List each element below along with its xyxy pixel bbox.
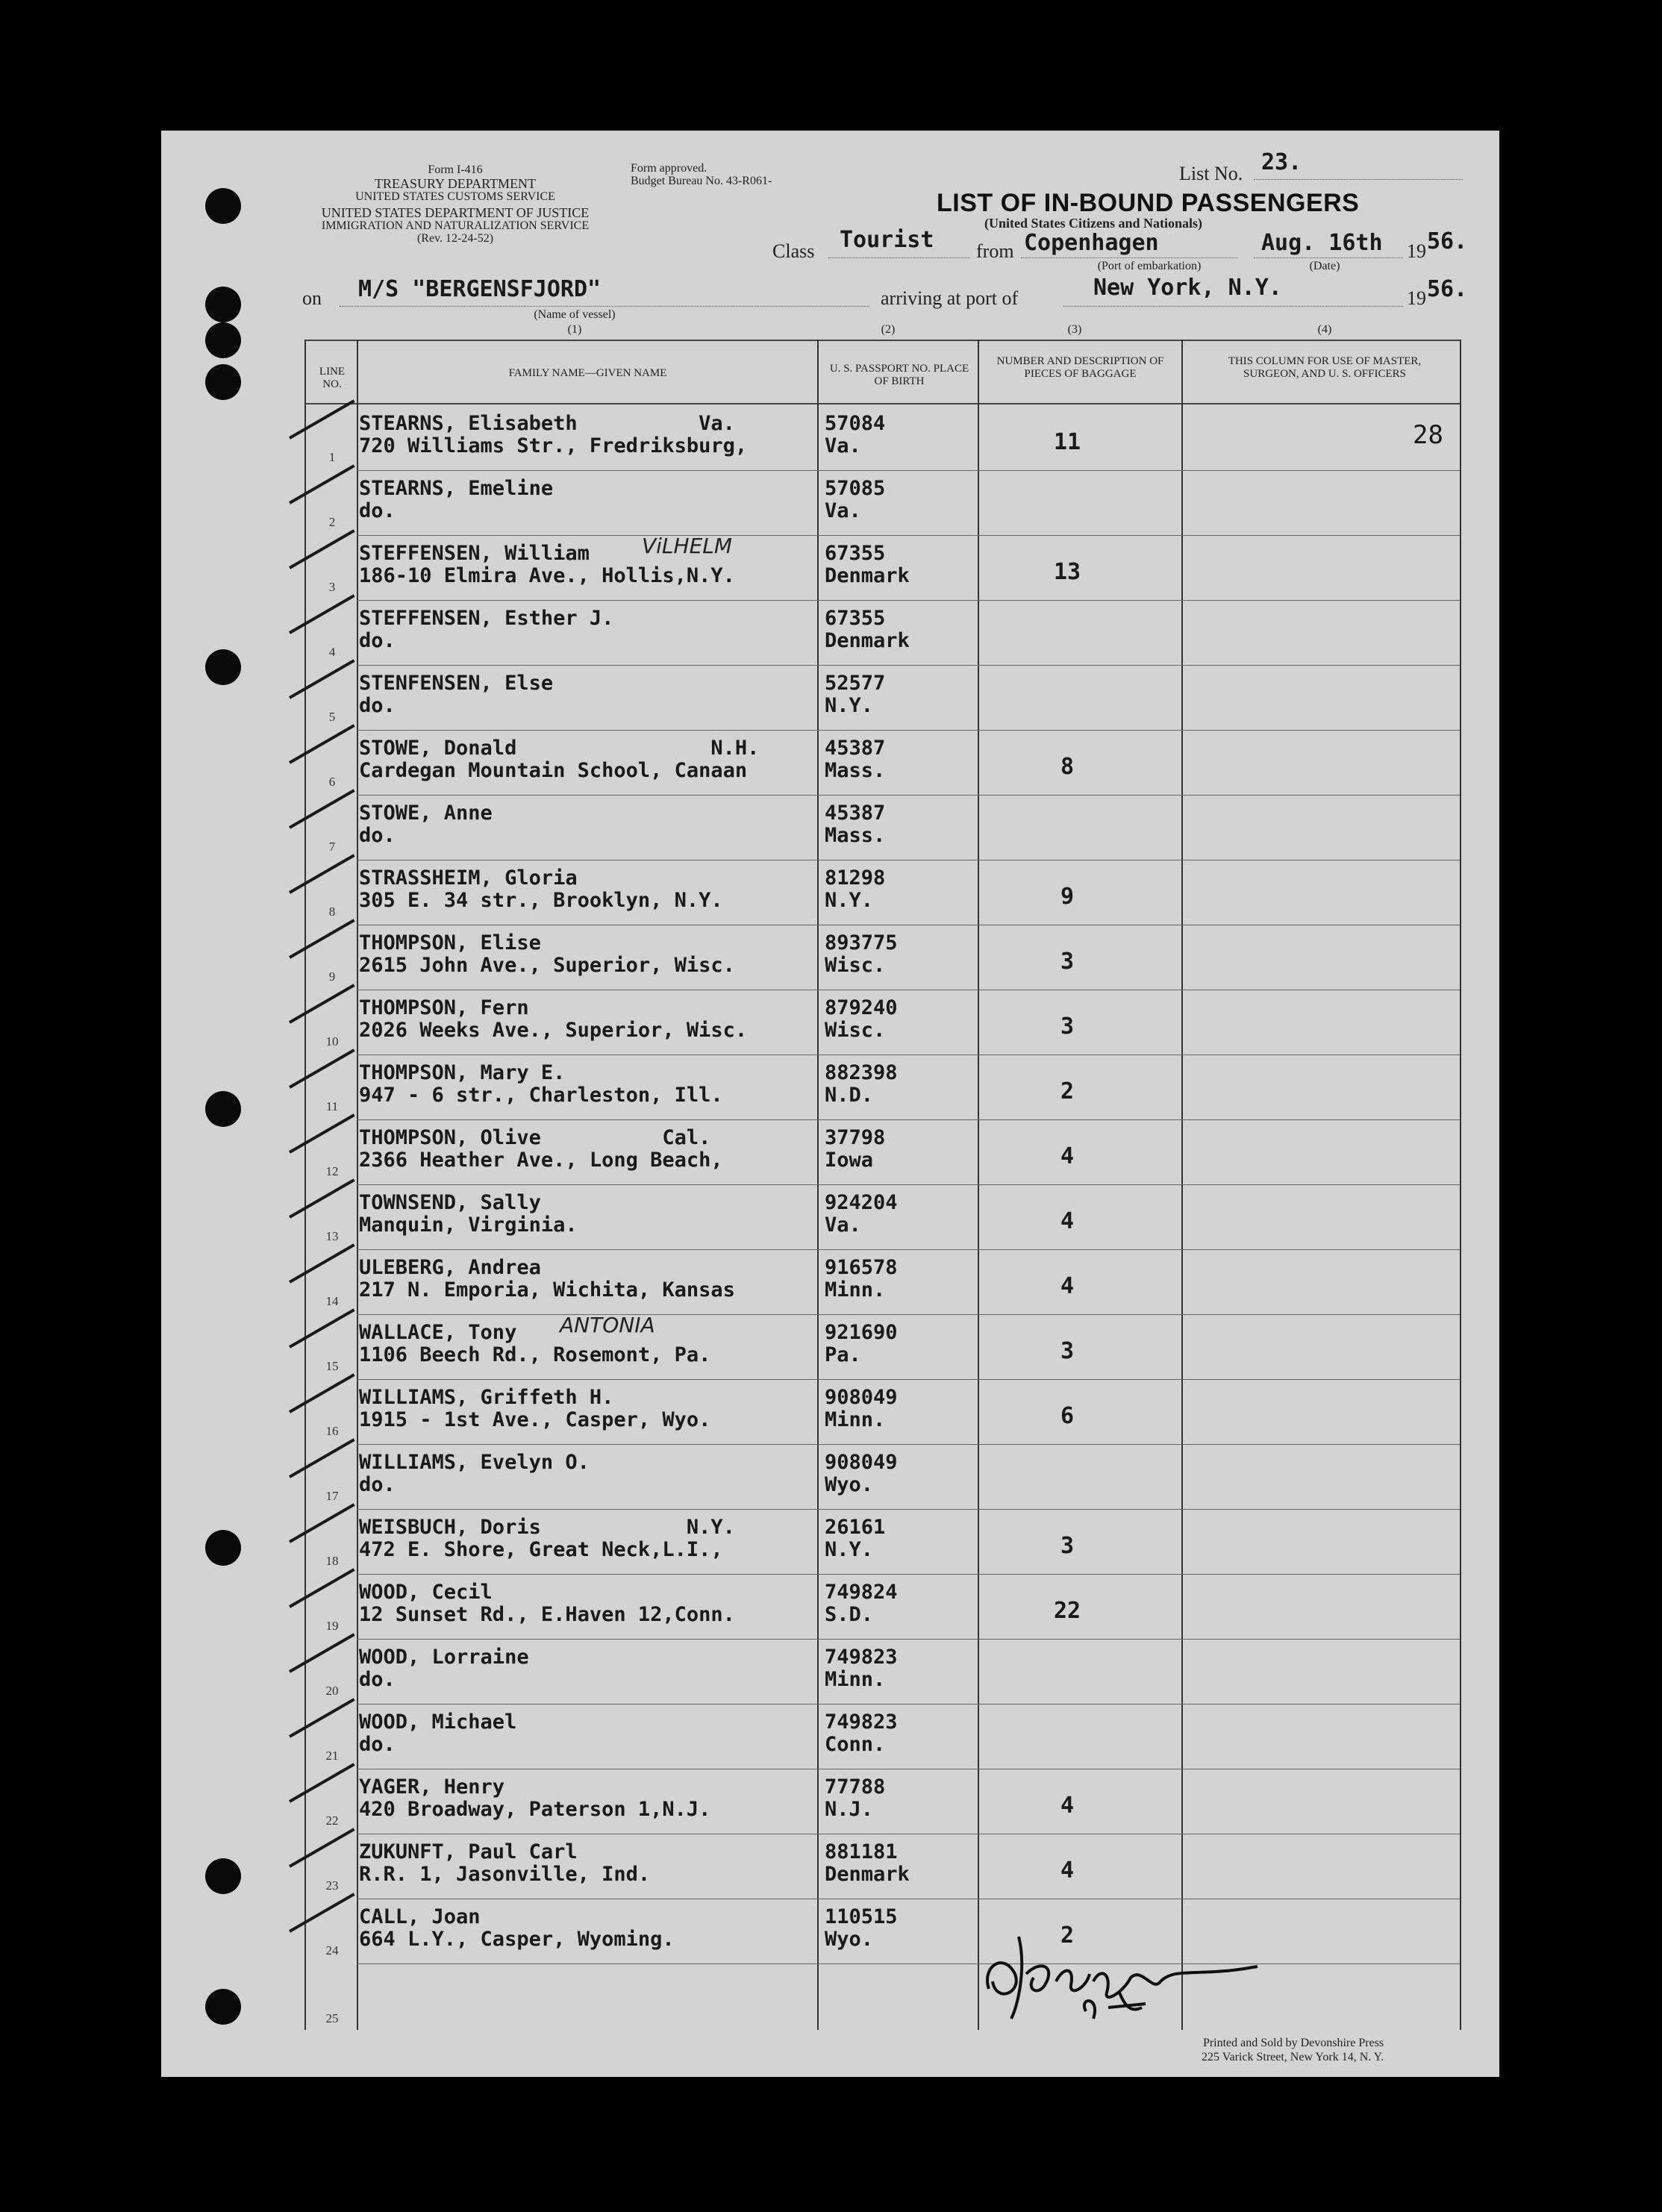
row-rule <box>357 1963 1460 1964</box>
passenger-address: 2366 Heather Ave., Long Beach, <box>359 1149 723 1172</box>
row-rule <box>357 1639 1460 1640</box>
printer-name: Printed and Sold by Devonshire Press <box>1202 2037 1384 2049</box>
passport-number: 67355 <box>825 607 886 630</box>
passenger-name: THOMPSON, Fern <box>359 996 529 1019</box>
line-number: 23 <box>325 1878 339 1893</box>
binder-hole <box>205 188 241 224</box>
justice-dept: UNITED STATES DEPARTMENT OF JUSTICE <box>321 205 590 221</box>
passenger-address: 186-10 Elmira Ave., Hollis,N.Y. <box>359 564 735 587</box>
line-number: 4 <box>328 645 336 659</box>
passenger-name-address <box>359 1322 710 1366</box>
passenger-name: STEARNS, Elisabeth Va. <box>359 412 735 435</box>
passenger-name: YAGER, Henry <box>359 1775 505 1799</box>
passport-birthplace <box>825 1322 898 1366</box>
treasury-dept: TREASURY DEPARTMENT <box>374 175 537 191</box>
line-number: 3 <box>328 580 336 594</box>
table-row <box>0 731 1662 796</box>
passenger-name-address <box>359 672 553 717</box>
line-number: 5 <box>328 710 336 724</box>
passport-birthplace <box>825 1906 898 1951</box>
line-number: 20 <box>325 1684 339 1698</box>
passenger-address: 420 Broadway, Paterson 1,N.J. <box>359 1798 711 1821</box>
row-rule <box>357 1574 1460 1575</box>
col-num-3: (3) <box>1067 323 1082 336</box>
handwritten-correction: ANTONIA <box>560 1313 655 1337</box>
line-number: 17 <box>325 1489 339 1503</box>
place-of-birth: Wyo. <box>825 1928 874 1951</box>
passenger-name-address <box>359 1257 735 1302</box>
row-rule <box>357 1509 1460 1510</box>
passenger-name-address <box>359 1062 723 1107</box>
table-row <box>0 1186 1662 1251</box>
place-of-birth: Va. <box>825 1213 861 1237</box>
passenger-address: do. <box>359 1473 396 1496</box>
place-of-birth: N.Y. <box>825 889 874 912</box>
passenger-name-address <box>359 1127 723 1172</box>
class-label: Class <box>772 240 815 262</box>
line-number: 11 <box>325 1099 339 1113</box>
passenger-name-address <box>359 1711 516 1756</box>
passport-birthplace <box>825 1387 898 1431</box>
date-label: (Date) <box>1309 260 1340 272</box>
table-row <box>0 1381 1662 1446</box>
passenger-name-address <box>359 1841 650 1886</box>
form-ids <box>299 164 612 246</box>
baggage-count: 3 <box>1060 1338 1075 1364</box>
passport-birthplace <box>825 1452 898 1496</box>
place-of-birth: Va. <box>825 434 861 457</box>
passport-number: 916578 <box>825 1256 898 1279</box>
passport-birthplace <box>825 997 898 1042</box>
passenger-name-address <box>359 1452 590 1496</box>
passenger-name: WILLIAMS, Griffeth H. <box>359 1386 614 1409</box>
line-number: 24 <box>325 1943 339 1958</box>
passenger-name-address <box>359 997 747 1042</box>
place-of-birth: Minn. <box>825 1668 886 1691</box>
revision: (Rev. 12-24-52) <box>416 232 494 246</box>
place-of-birth: Denmark <box>825 1863 910 1886</box>
place-of-birth: Denmark <box>825 629 910 652</box>
table-row <box>0 1640 1662 1705</box>
passport-number: 749823 <box>825 1646 898 1669</box>
table-row <box>0 534 1662 602</box>
row-rule <box>357 535 1460 536</box>
place-of-birth: Wisc. <box>825 954 886 977</box>
passport-number: 921690 <box>825 1321 898 1344</box>
table-row <box>0 1510 1662 1575</box>
officer-note: 28 <box>1413 420 1443 450</box>
passenger-name: STRASSHEIM, Gloria <box>359 866 578 890</box>
col-header-baggage: NUMBER AND DESCRIPTION OF PIECES OF BAGGAGE <box>996 355 1164 380</box>
vessel-label: (Name of vessel) <box>534 308 616 321</box>
col-header-line: LINE NO. <box>319 366 346 390</box>
binder-hole <box>205 322 241 358</box>
place-of-birth: N.D. <box>825 1084 874 1107</box>
passenger-address: 947 - 6 str., Charleston, Ill. <box>359 1084 723 1107</box>
baggage-count: 3 <box>1060 1013 1075 1040</box>
passenger-name: STEFFENSEN, Esther J. <box>359 607 614 630</box>
passenger-name: WOOD, Michael <box>359 1710 517 1734</box>
port-embark-label: (Port of embarkation) <box>1097 260 1202 272</box>
passenger-name: WALLACE, Tony <box>359 1321 517 1344</box>
passport-birthplace <box>825 1646 898 1691</box>
line-number: 13 <box>325 1229 339 1243</box>
passport-birthplace <box>825 1776 885 1821</box>
passport-number: 749823 <box>825 1710 898 1734</box>
passenger-address: 217 N. Emporia, Wichita, Kansas <box>359 1278 735 1302</box>
passenger-name-address <box>359 802 493 847</box>
passenger-name-address <box>359 932 735 977</box>
col-num-1: (1) <box>567 323 582 336</box>
passenger-name-address <box>359 1387 710 1431</box>
passport-number: 37798 <box>825 1126 886 1149</box>
row-rule <box>357 795 1460 796</box>
line-number: 7 <box>328 840 336 854</box>
passenger-address: R.R. 1, Jasonville, Ind. <box>359 1863 651 1886</box>
table-row <box>0 1705 1662 1770</box>
passport-number: 52577 <box>825 672 886 695</box>
passport-number: 81298 <box>825 866 886 890</box>
passport-number: 45387 <box>825 802 886 825</box>
form-number: Form I-416 <box>428 163 483 176</box>
row-rule <box>357 665 1460 666</box>
passenger-name: STENFENSEN, Else <box>359 672 554 695</box>
table-row <box>0 407 1662 472</box>
line-number: 9 <box>328 969 336 984</box>
line-number: 19 <box>325 1619 339 1633</box>
passport-birthplace <box>825 1127 885 1172</box>
passenger-name-address <box>359 607 613 652</box>
baggage-count: 11 <box>1053 429 1081 455</box>
baggage-count: 4 <box>1060 1143 1075 1169</box>
passenger-name: STEFFENSEN, William <box>359 542 590 565</box>
ins-service: IMMIGRATION AND NATURALIZATION SERVICE <box>321 219 590 233</box>
passport-number: 57085 <box>825 477 886 500</box>
row-rule <box>357 1314 1460 1315</box>
place-of-birth: Va. <box>825 499 861 522</box>
row-rule <box>357 1119 1460 1120</box>
passenger-name-address <box>359 1906 675 1951</box>
passport-number: 893775 <box>825 931 898 955</box>
passenger-name: ULEBERG, Andrea <box>359 1256 541 1279</box>
list-no-label: List No. <box>1179 163 1243 184</box>
baggage-count: 2 <box>1060 1078 1075 1105</box>
passport-birthplace <box>825 607 910 652</box>
line-number: 8 <box>328 905 336 919</box>
passenger-address: do. <box>359 694 396 717</box>
passport-birthplace <box>825 672 885 717</box>
handwritten-correction: ViLHELM <box>642 534 733 558</box>
passenger-address: 472 E. Shore, Great Neck,L.I., <box>359 1538 723 1561</box>
passenger-name: TOWNSEND, Sally <box>359 1191 541 1214</box>
arrival-port: New York, N.Y. <box>1093 275 1282 301</box>
passport-birthplace <box>825 1841 910 1886</box>
passenger-name: STEARNS, Emeline <box>359 477 554 500</box>
passport-birthplace <box>825 1257 898 1302</box>
baggage-count: 3 <box>1060 949 1075 975</box>
passport-number: 879240 <box>825 996 898 1019</box>
passenger-name: ZUKUNFT, Paul Carl <box>359 1840 578 1863</box>
passenger-name: THOMPSON, Mary E. <box>359 1061 566 1084</box>
list-no-value: 23. <box>1261 149 1302 175</box>
binder-hole <box>205 364 241 400</box>
passport-birthplace <box>825 413 885 457</box>
place-of-birth: Wyo. <box>825 1473 874 1496</box>
passenger-name: STOWE, Anne <box>359 802 493 825</box>
place-of-birth: Minn. <box>825 1408 886 1431</box>
page-subtitle: (United States Citizens and Nationals) <box>984 216 1202 231</box>
passport-number: 908049 <box>825 1386 898 1409</box>
passport-number: 881181 <box>825 1840 898 1863</box>
passenger-name-address <box>359 867 723 912</box>
row-rule <box>357 1249 1460 1250</box>
row-rule <box>357 600 1460 601</box>
passenger-address: 12 Sunset Rd., E.Haven 12,Conn. <box>359 1603 735 1626</box>
passenger-address: 664 L.Y., Casper, Wyoming. <box>359 1928 675 1951</box>
baggage-count: 8 <box>1060 754 1075 780</box>
passenger-address: Manquin, Virginia. <box>359 1213 578 1237</box>
passport-birthplace <box>825 1192 898 1237</box>
passenger-name-address <box>359 1192 578 1237</box>
table-row <box>0 1121 1662 1186</box>
passport-number: 57084 <box>825 412 886 435</box>
line-number: 1 <box>328 450 336 464</box>
passenger-address: do. <box>359 824 396 847</box>
passport-number: 882398 <box>825 1061 898 1084</box>
row-rule <box>357 1444 1460 1445</box>
table-row <box>0 796 1662 861</box>
passport-birthplace <box>825 932 898 977</box>
year-suffix-2: 56. <box>1427 276 1468 302</box>
baggage-count: 2 <box>1060 1922 1075 1949</box>
table-top-rule <box>304 340 1461 341</box>
passenger-address: do. <box>359 499 396 522</box>
passenger-name: WEISBUCH, Doris N.Y. <box>359 1516 735 1539</box>
table-row <box>0 926 1662 991</box>
line-number: 6 <box>328 775 336 789</box>
passport-birthplace <box>825 1062 898 1107</box>
passenger-address: 720 Williams Str., Fredriksburg, <box>359 434 748 457</box>
table-row <box>0 1313 1662 1381</box>
from-label: from <box>976 240 1014 262</box>
baggage-count: 4 <box>1060 1858 1075 1884</box>
place-of-birth: N.Y. <box>825 1538 874 1561</box>
passport-number: 67355 <box>825 542 886 565</box>
line-number: 22 <box>325 1813 339 1828</box>
from-value: Copenhagen <box>1024 230 1159 256</box>
customs-service: UNITED STATES CUSTOMS SERVICE <box>355 190 555 203</box>
baggage-count: 13 <box>1053 559 1081 585</box>
class-value: Tourist <box>840 227 934 253</box>
table-row <box>0 1446 1662 1510</box>
passport-number: 749824 <box>825 1581 898 1604</box>
binder-hole <box>205 1989 241 2025</box>
line-number-25: 25 <box>325 2011 339 2025</box>
page-title: LIST OF IN-BOUND PASSENGERS <box>937 189 1360 217</box>
table-row <box>0 861 1662 926</box>
passenger-name: WILLIAMS, Evelyn O. <box>359 1451 590 1474</box>
passenger-name-address <box>359 1581 735 1626</box>
passenger-address: 2615 John Ave., Superior, Wisc. <box>359 954 735 977</box>
passenger-address: 305 E. 34 str., Brooklyn, N.Y. <box>359 889 723 912</box>
passport-number: 45387 <box>825 737 886 760</box>
place-of-birth: N.J. <box>825 1798 874 1821</box>
passport-number: 908049 <box>825 1451 898 1474</box>
passenger-address: do. <box>359 1668 396 1691</box>
row-rule <box>357 730 1460 731</box>
col-header-passport: U. S. PASSPORT NO. PLACE OF BIRTH <box>829 363 969 387</box>
table-row <box>0 666 1662 731</box>
passenger-name-address <box>359 1646 529 1691</box>
passenger-address: 2026 Weeks Ave., Superior, Wisc. <box>359 1019 748 1042</box>
row-rule <box>357 470 1460 471</box>
passenger-address: Cardegan Mountain School, Canaan <box>359 759 748 782</box>
row-rule <box>357 1379 1460 1380</box>
passenger-name: CALL, Joan <box>359 1905 481 1928</box>
baggage-count: 4 <box>1060 1208 1075 1234</box>
passenger-name-address <box>359 1776 710 1821</box>
baggage-count: 22 <box>1053 1598 1081 1624</box>
place-of-birth: Conn. <box>825 1733 886 1756</box>
printer-credit <box>1202 2036 1384 2064</box>
place-of-birth: N.Y. <box>825 694 874 717</box>
place-of-birth: Denmark <box>825 564 910 587</box>
table-row <box>0 1251 1662 1316</box>
year-prefix: 19 <box>1407 240 1426 262</box>
passenger-address: do. <box>359 1733 396 1756</box>
binder-hole <box>205 287 241 322</box>
baggage-count: 3 <box>1060 1533 1075 1559</box>
year-suffix: 56. <box>1427 228 1468 254</box>
printer-address: 225 Varick Street, New York 14, N. Y. <box>1202 2051 1384 2064</box>
budget-block <box>631 163 802 188</box>
date-value: Aug. 16th <box>1261 230 1383 256</box>
line-number: 12 <box>325 1164 339 1178</box>
passenger-address: 1915 - 1st Ave., Casper, Wyo. <box>359 1408 711 1431</box>
table-row <box>0 1835 1662 1900</box>
table-row <box>0 602 1662 666</box>
baggage-count: 9 <box>1060 884 1075 910</box>
row-rule <box>357 1184 1460 1185</box>
passenger-name-address <box>359 737 759 782</box>
passenger-name: THOMPSON, Elise <box>359 931 541 955</box>
passport-birthplace <box>825 1516 885 1561</box>
baggage-count: 4 <box>1060 1273 1075 1299</box>
table-row <box>0 1056 1662 1121</box>
line-number: 2 <box>328 515 336 529</box>
place-of-birth: Mass. <box>825 759 886 782</box>
passport-birthplace <box>825 737 885 782</box>
table-row <box>0 991 1662 1056</box>
passenger-name: THOMPSON, Olive Cal. <box>359 1126 711 1149</box>
line-number: 15 <box>325 1359 339 1373</box>
place-of-birth: Mass. <box>825 824 886 847</box>
form-approved: Form approved. <box>631 162 707 175</box>
table-row <box>0 1770 1662 1835</box>
passport-number: 924204 <box>825 1191 898 1214</box>
budget-bureau: Budget Bureau No. 43-R061- <box>631 174 772 187</box>
line-number: 21 <box>325 1749 339 1763</box>
table-row <box>0 1575 1662 1640</box>
passport-birthplace <box>825 478 885 522</box>
passenger-address: 1106 Beech Rd., Rosemont, Pa. <box>359 1343 711 1366</box>
arriving-label: arriving at port of <box>881 287 1019 309</box>
place-of-birth: S.D. <box>825 1603 874 1626</box>
passenger-name: STOWE, Donald N.H. <box>359 737 760 760</box>
passenger-address: do. <box>359 629 396 652</box>
passport-number: 77788 <box>825 1775 886 1799</box>
place-of-birth: Iowa <box>825 1149 874 1172</box>
line-number: 14 <box>325 1294 339 1308</box>
baggage-count: 4 <box>1060 1793 1075 1819</box>
header-bottom-rule <box>304 403 1461 404</box>
passport-birthplace <box>825 867 885 912</box>
passport-birthplace <box>825 1711 898 1756</box>
passport-birthplace <box>825 802 885 847</box>
passport-number: 26161 <box>825 1516 886 1539</box>
passport-number: 110515 <box>825 1905 898 1928</box>
place-of-birth: Pa. <box>825 1343 861 1366</box>
line-number: 18 <box>325 1554 339 1568</box>
year-prefix-2: 19 <box>1407 287 1426 309</box>
vessel-name: M/S "BERGENSFJORD" <box>358 276 602 302</box>
passenger-name: WOOD, Lorraine <box>359 1646 529 1669</box>
passenger-name-address <box>359 1516 735 1561</box>
passenger-name: WOOD, Cecil <box>359 1581 493 1604</box>
col-header-officers: THIS COLUMN FOR USE OF MASTER, SURGEON, AND U. S. OFFICERS <box>1228 355 1422 380</box>
table-row <box>0 472 1662 537</box>
place-of-birth: Wisc. <box>825 1019 886 1042</box>
passenger-name-address <box>359 413 747 457</box>
col-header-name: FAMILY NAME—GIVEN NAME <box>508 367 667 379</box>
on-label: on <box>302 287 322 309</box>
col-num-2: (2) <box>881 323 896 336</box>
col-num-4: (4) <box>1317 323 1332 336</box>
table-row <box>0 1900 1662 1965</box>
place-of-birth: Minn. <box>825 1278 886 1302</box>
baggage-count: 6 <box>1060 1403 1075 1429</box>
line-number: 16 <box>325 1424 339 1438</box>
officer-signature <box>974 1922 1287 2034</box>
line-number: 10 <box>325 1034 339 1049</box>
passenger-name-address <box>359 478 553 522</box>
passport-birthplace <box>825 1581 898 1626</box>
row-rule <box>357 1704 1460 1705</box>
passport-birthplace <box>825 543 910 587</box>
